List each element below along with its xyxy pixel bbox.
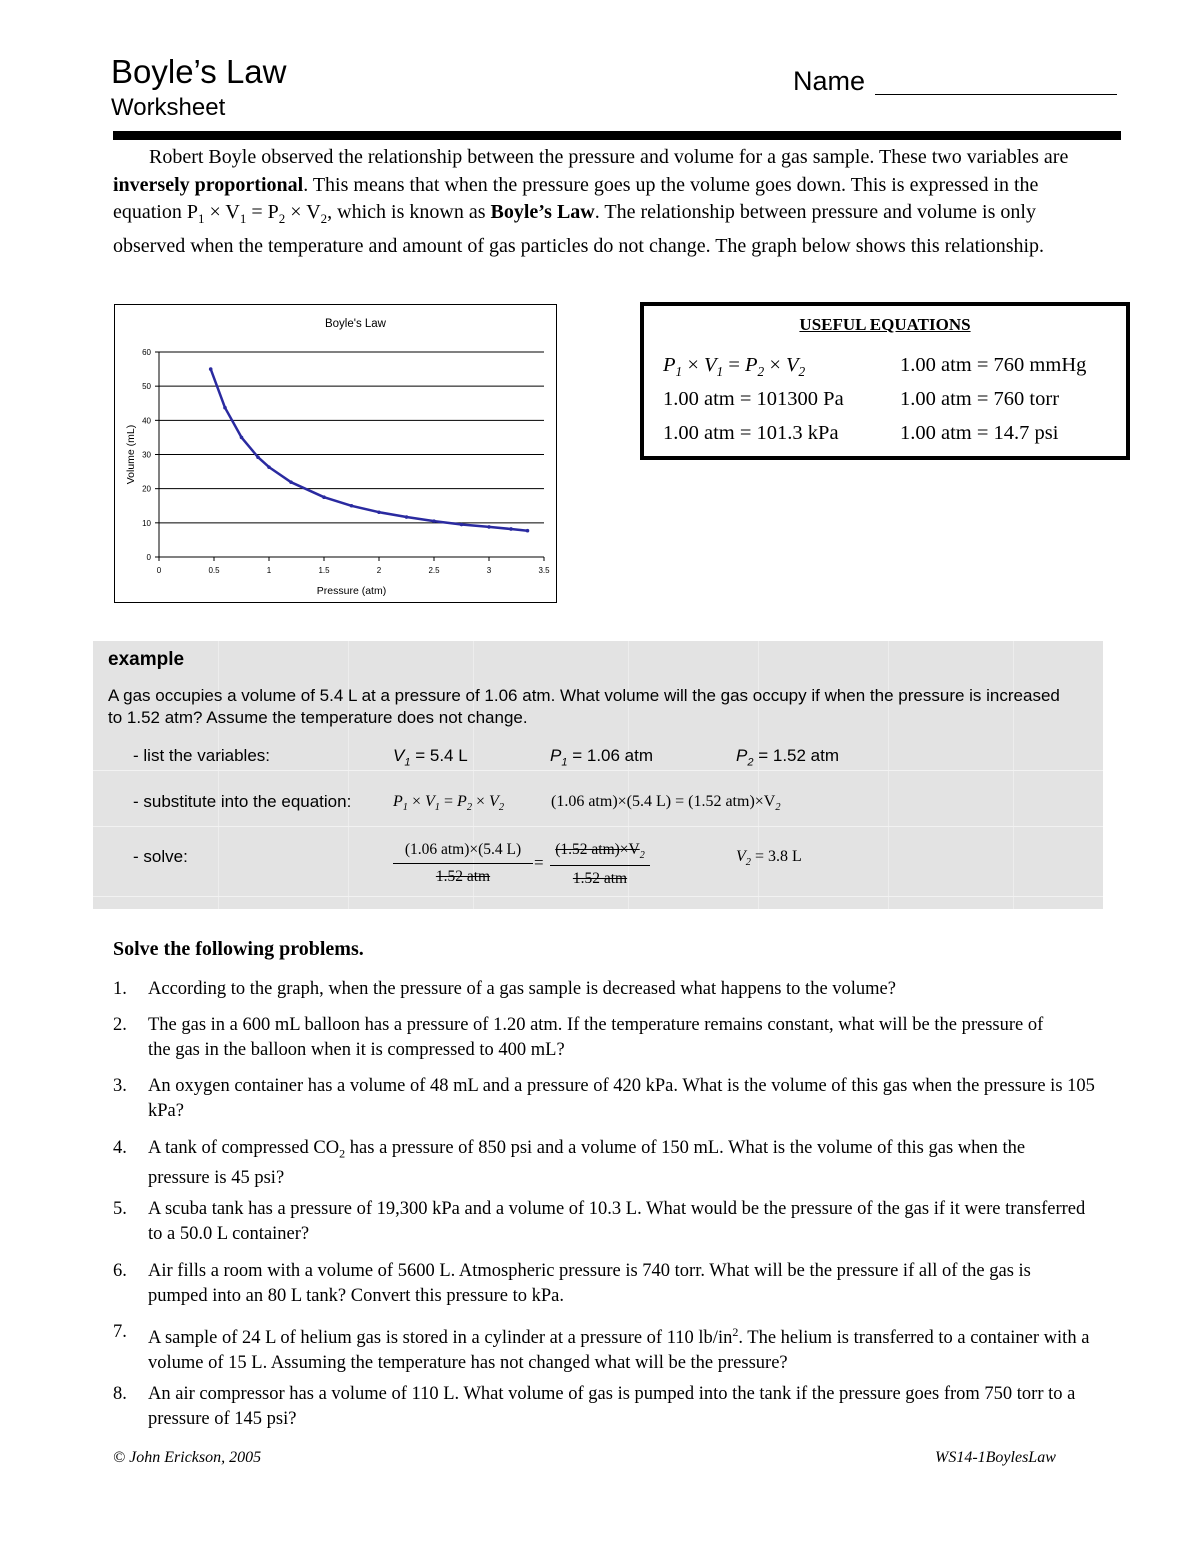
chart-series-line — [211, 369, 528, 531]
problem-2-text: The gas in a 600 mL balloon has a pressure of 1.20 atm. If the temperature remains constant, what will be the pressure of the gas in the balloon when it is compressed to 400 mL? — [148, 1015, 1044, 1060]
problem-number: 2. — [113, 1015, 127, 1035]
page-title: Boyle’s Law — [111, 53, 287, 90]
page-subtitle: Worksheet — [111, 94, 226, 121]
equation-atm-kpa: 1.00 atm = 101.3 kPa — [663, 422, 839, 444]
substitute-general-equation: $P_1 \times V_1 = P_2 \times V_2$ — [393, 793, 505, 814]
chart-ytick-label: 60 — [142, 348, 151, 357]
chart-xtick-label: 0.5 — [208, 566, 220, 575]
variable-p2: $P_2 = 1.52$ atm — [736, 746, 840, 769]
problem-5-text: A scuba tank has a pressure of 19,300 kPa and a volume of 10.3 L. What would be the pressure of the gas if it were transferred to a 50.0 L container? — [148, 1199, 1086, 1244]
intro-bold-inverse: inversely proportional — [113, 173, 304, 196]
chart-data-point — [240, 436, 244, 440]
name-blank-line[interactable] — [875, 94, 1117, 95]
variable-p1: $P_1 = 1.06$ atm — [550, 746, 654, 769]
chart-svg — [115, 305, 555, 601]
substitute-values-equation: (1.06 atm)×(5.4 L) = (1.52 $atm)\times V_2$ — [551, 793, 781, 814]
problems-heading: Solve the following problems. — [113, 938, 364, 960]
chart-data-point — [487, 525, 491, 529]
problem-number: 5. — [113, 1199, 127, 1219]
chart-data-point — [405, 515, 409, 519]
title-rule — [113, 131, 1121, 140]
chart-data-point — [209, 367, 213, 371]
chart-data-point — [289, 480, 293, 484]
chart-title: Boyle's Law — [324, 318, 387, 330]
solve-result: $V_2 = 3.8$ L — [736, 848, 802, 869]
problem-number: 3. — [113, 1076, 127, 1096]
problem-3-text: An oxygen container has a volume of 48 mL and a pressure of 420 kPa. What is the volume of this gas when the pressure is 105 kPa? — [148, 1076, 1095, 1121]
chart-ytick-label: 50 — [142, 382, 151, 392]
chart-xtick-label: 3.5 — [538, 566, 550, 575]
chart-xtick-label: 2.5 — [428, 566, 440, 575]
chart-xtick-label: 2 — [376, 566, 382, 575]
chart-xtick-label: 1 — [266, 566, 272, 575]
solve-equals: = — [534, 853, 544, 872]
solve-fraction-right: (1.52 $atm)\times V_2$ 1.52 atm — [550, 841, 650, 888]
chart-data-point — [432, 519, 436, 523]
intro-bold-boyles-law: Boyle’s Law — [490, 201, 595, 223]
chart-data-point — [460, 523, 464, 527]
name-label: Name — [793, 66, 866, 96]
chart-data-point — [256, 455, 260, 459]
chart-data-point — [377, 510, 381, 514]
chart-data-point — [223, 406, 227, 410]
problem-8-text: An air compressor has a volume of 110 L. What volume of gas is pumped into the tank if the pressure goes from 750 torr to a pressure of 145 psi? — [148, 1384, 1076, 1429]
footer-worksheet-id: WS14-1BoylesLaw — [935, 1449, 1056, 1466]
chart-data-point — [322, 495, 326, 499]
chart-xtick-label: 0 — [156, 566, 162, 575]
useful-equations-box — [640, 302, 1130, 460]
boyles-law-equation: $P_1 \times V_1 = P_2 \times V_2$ — [663, 354, 806, 380]
list-variables-label: - list the variables: — [133, 746, 270, 765]
intro-paragraph: Robert Boyle observed the relationship between the pressure and volume for a gas sample. These two variables are inversely proportional. This means that when the pressure goes up the volume goes down. This is expressed in the equation $P_1 \times V_1 = P_2 \times V_2$, which is known as Boyle’s Law. The relationship between pressure and volume is only observed when the temperature and amount of gas particles do not change. The graph below shows this relationship. — [113, 146, 1069, 257]
equation-atm-mmhg: 1.00 atm = 760 mmHg — [900, 354, 1087, 376]
chart-data-point — [350, 504, 354, 508]
chart-xtick-label: 1.5 — [318, 566, 330, 575]
equation-atm-pa: 1.00 atm = 101300 Pa — [663, 388, 844, 410]
example-problem-text: A gas occupies a volume of 5.4 L at a pressure of 1.06 atm. What volume will the gas occupy if when the pressure is increased to 1.52 atm? Assume the temperature does not change. — [108, 686, 1060, 727]
variable-v1: $V_1 = 5.4$ L — [393, 746, 468, 769]
chart-data-point — [509, 527, 513, 531]
chart-ytick-label: 20 — [142, 484, 151, 494]
problem-number: 1. — [113, 979, 127, 999]
example-section — [93, 641, 1103, 909]
problem-number: 6. — [113, 1261, 127, 1281]
solve-label: - solve: — [133, 847, 188, 866]
problem-1-text: According to the graph, when the pressure of a gas sample is decreased what happens to the volume? — [148, 979, 896, 999]
chart-ytick-label: 0 — [146, 553, 151, 562]
equation-atm-psi: 1.00 atm = 14.7 psi — [900, 422, 1059, 444]
footer-copyright: © John Erickson, 2005 — [113, 1449, 262, 1466]
problem-4-text: A tank of compressed $CO_2$ has a pressure of 850 psi and a volume of 150 mL. What is the volume of this gas when the pressure is 45 psi? — [148, 1138, 1026, 1189]
substitute-label: - substitute into the equation: — [133, 792, 352, 811]
problem-number: 7. — [113, 1322, 127, 1342]
equations-title: USEFUL EQUATIONS — [799, 315, 971, 334]
boyles-law-chart — [114, 304, 557, 603]
problem-number: 4. — [113, 1138, 127, 1158]
problem-number: 8. — [113, 1384, 127, 1404]
problem-6-text: Air fills a room with a volume of 5600 L. Atmospheric pressure is 740 torr. What will be the pressure if all of the gas is pumped into an 80 L tank? Convert this pressure to kPa. — [148, 1261, 1031, 1306]
chart-ytick-label: 30 — [142, 450, 151, 460]
chart-x-label: Pressure (atm) — [316, 585, 387, 597]
problem-7-text: A sample of 24 L of helium gas is stored in a cylinder at a pressure of 110 $lb/in^2$. The helium is transferred to a container with a volume of 15 L. Assuming the temperature has not changed what will be the pressure? — [148, 1325, 1090, 1373]
chart-data-point — [526, 529, 530, 533]
example-label: example — [108, 649, 185, 670]
solve-fraction-left: (1.06 atm)×(5.4 L) 1.52 atm — [393, 841, 533, 886]
chart-xtick-label: 3 — [486, 566, 492, 575]
chart-ytick-label: 40 — [142, 416, 151, 426]
chart-y-label: Volume (mL) — [125, 424, 137, 485]
chart-data-point — [267, 465, 271, 469]
equation-atm-torr: 1.00 atm = 760 torr — [900, 388, 1060, 410]
chart-ytick-label: 10 — [142, 518, 151, 528]
